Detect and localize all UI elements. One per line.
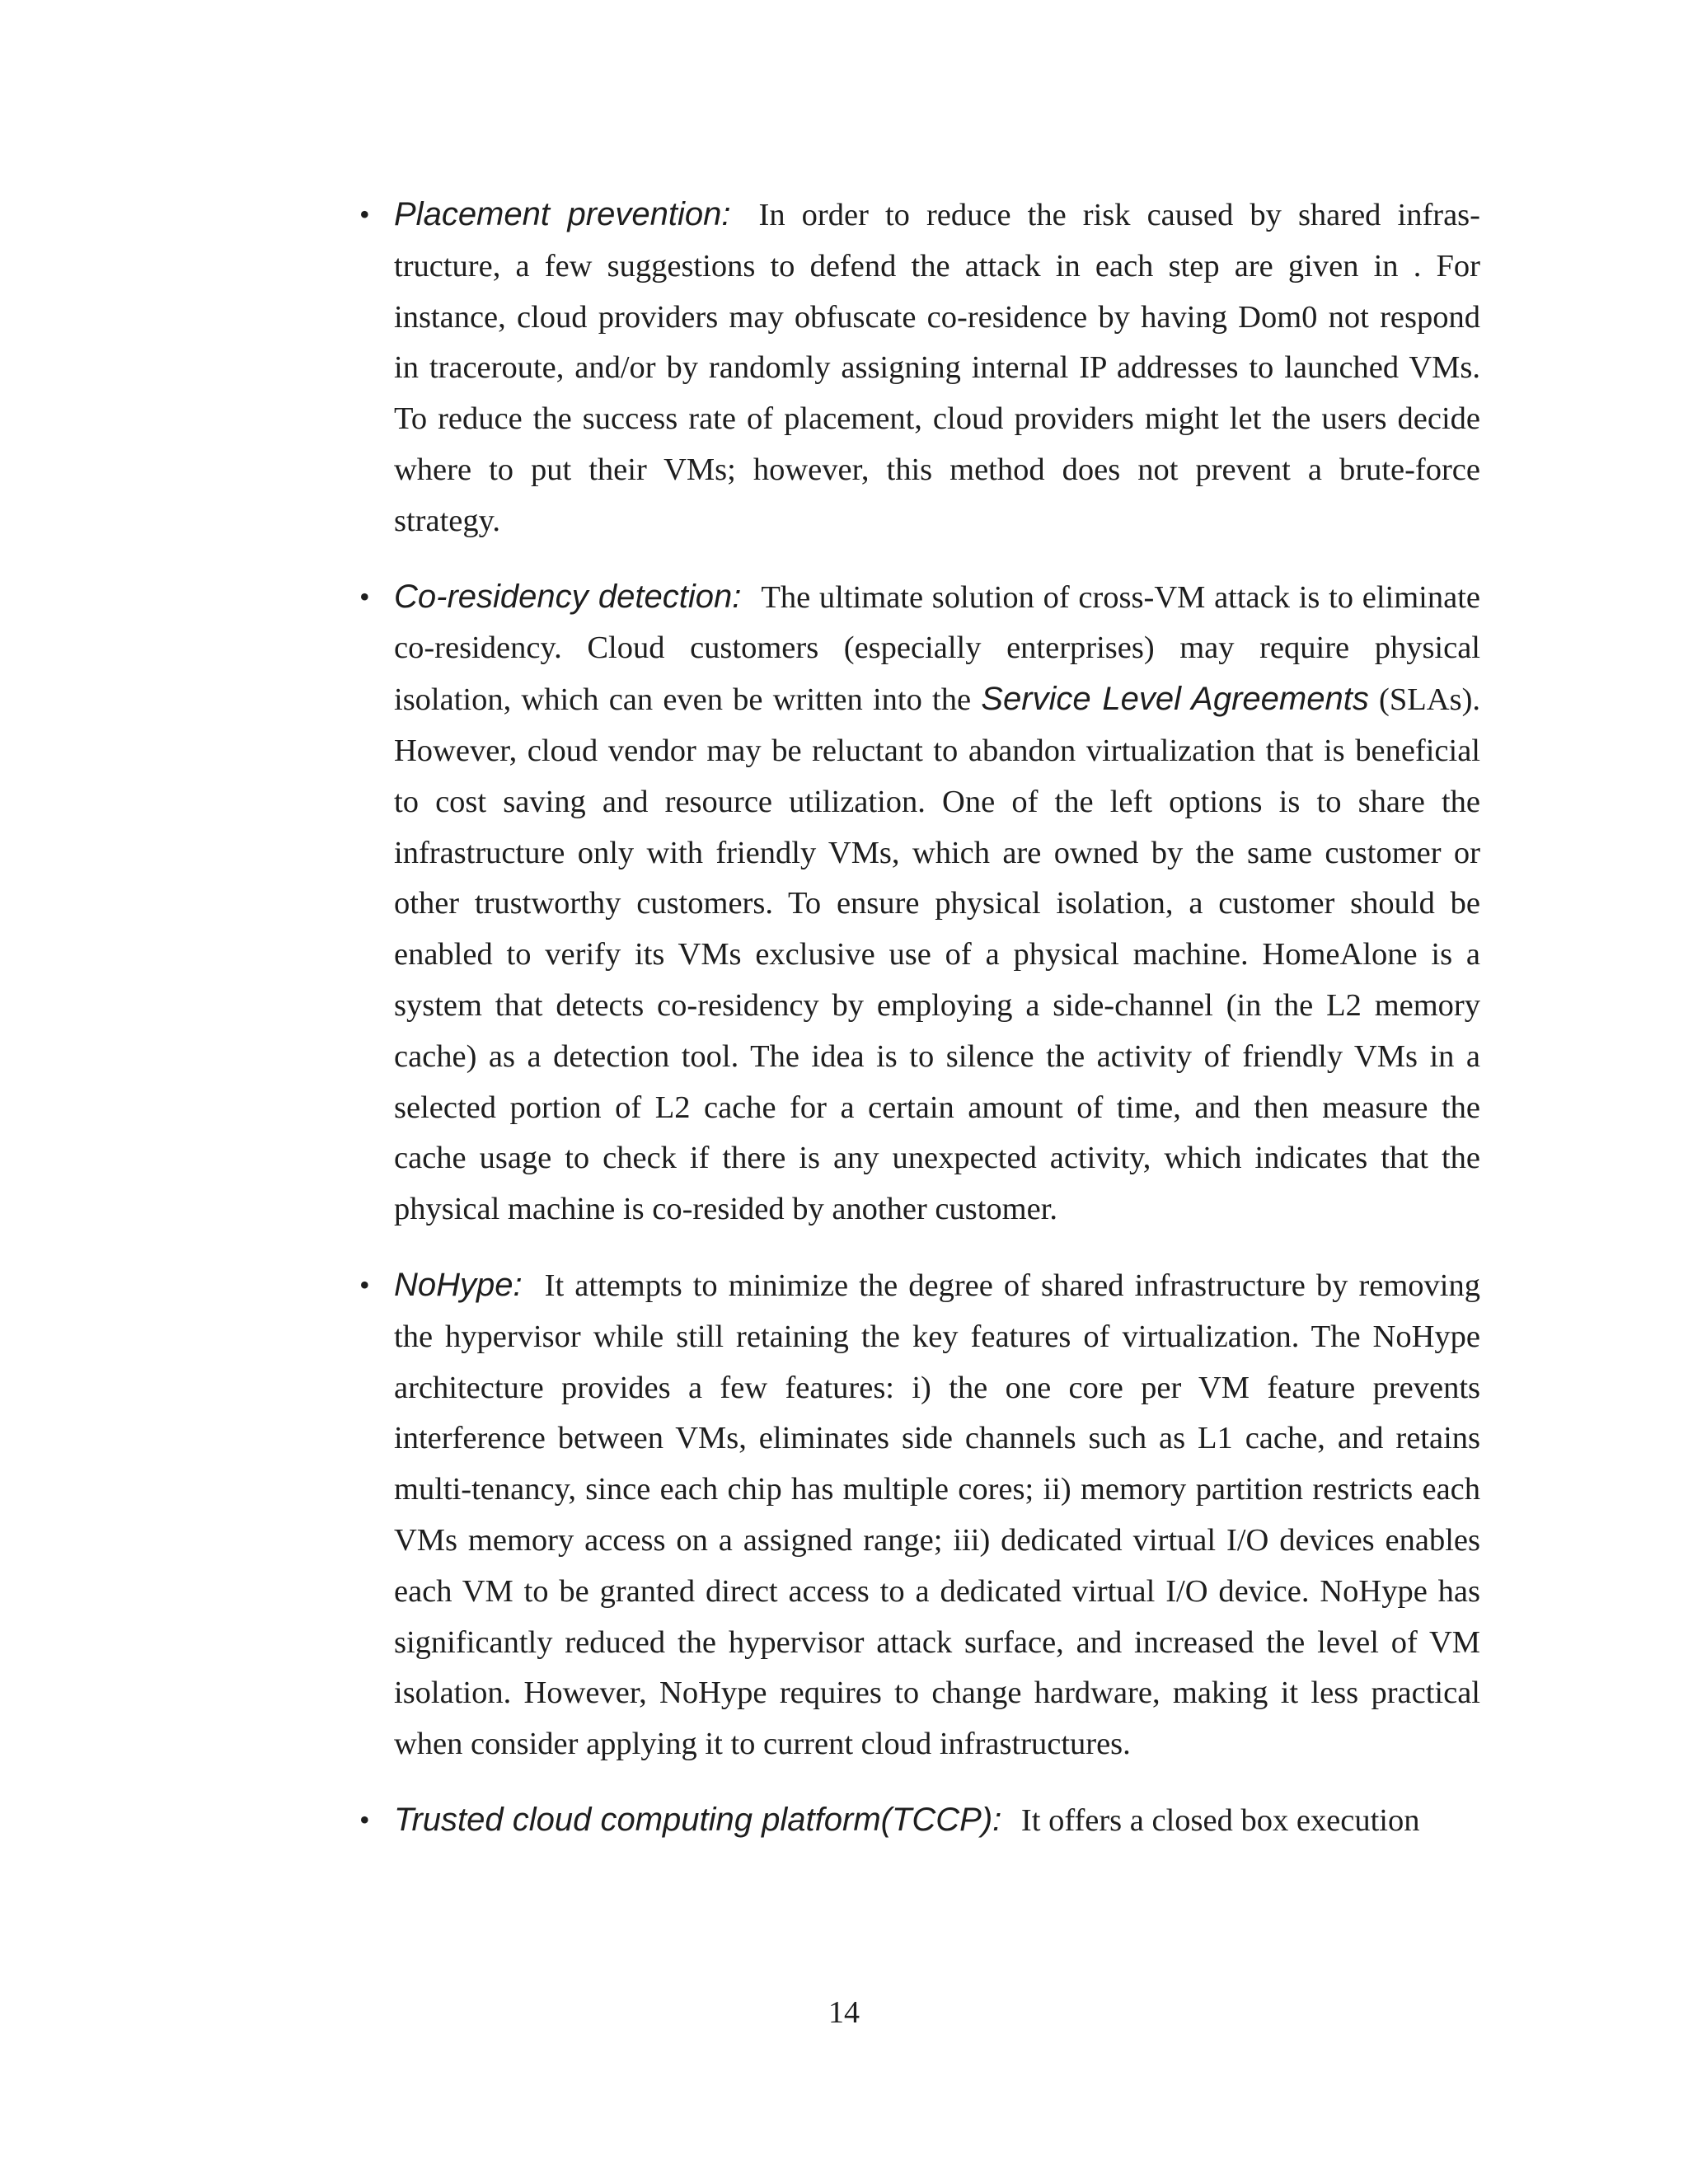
bullet-term: Placement prevention:: [394, 196, 731, 232]
page-number: 14: [828, 1995, 860, 2030]
inline-term: Service Level Agreements: [981, 681, 1369, 718]
bullet-icon: •: [359, 198, 370, 231]
page-content: [359, 190, 1481, 1872]
bullet-item-tccp: [359, 1795, 1480, 1847]
bullet-item-placement-prevention: [359, 190, 1480, 547]
bullet-text: The ultimate solution of cross-VM attack is to eliminate co-residency. Cloud customers (especially enterprises) may require physical isolation, which can even be written into the: [394, 579, 1481, 718]
bullet-term: Co-residency detection:: [394, 578, 742, 615]
bullet-text: It attempts to minimize the degree of shared infrastructure by removing the hypervisor while still retaining the key features of virtualization. The NoHype architecture provides a few features: i) the one core per VM feature prevents interference between VMs, eliminates side channels such as L1 cache, and retains multi-tenancy, since each chip has multiple cores; ii) memory partition restricts each VMs memory access on a assigned range; iii) dedicated virtual I/O devices enables each VM to be granted direct access to a dedicated virtual I/O device. NoHype has significantly reduced the hypervisor attack surface, and increased the level of VM isolation. However, NoHype requires to change hardware, making it less practical when consider applying it to current cloud infrastructures.: [394, 1268, 1480, 1762]
bullet-term: NoHype:: [394, 1266, 523, 1303]
bullet-item-nohype: [359, 1260, 1480, 1770]
bullet-text-continued: (SLAs). However, cloud vendor may be reluctant to abandon virtualization that is beneficial to cost saving and resource utilization. One of the left options is to share the infrastructure only with friendly VMs, which are owned by the same customer or other trustworthy customers. To ensure physical isolation, a customer should be enabled to verify its VMs exclusive use of a physical machine. HomeAlone is a system that detects co-residency by employing a side-channel (in the L2 memory cache) as a detection tool. The idea is to silence the activity of friendly VMs in a selected portion of L2 cache for a certain amount of time, and then measure the cache usage to check if there is any unexpected activity, which indicates that the physical machine is co-resided by another customer.: [394, 682, 1481, 1227]
bullet-text: In order to reduce the risk caused by shared infrastructure, a few suggestions to defend the attack in each step are given in . For instance, cloud providers may obfuscate co-residence by having Dom0 not respond in traceroute, and/or by randomly assigning internal IP addresses to launched VMs. To reduce the success rate of placement, cloud providers might let the users decide where to put their VMs; however, this method does not prevent a brute-force strategy.: [394, 198, 1480, 538]
bullet-icon: •: [359, 1802, 370, 1836]
bullet-item-co-residency-detection: [359, 572, 1481, 1235]
bullet-text: It offers a closed box execution: [1020, 1802, 1420, 1838]
bullet-icon: •: [359, 1268, 370, 1301]
bullet-icon: •: [359, 579, 370, 613]
bullet-term: Trusted cloud computing platform(TCCP):: [394, 1801, 1002, 1838]
